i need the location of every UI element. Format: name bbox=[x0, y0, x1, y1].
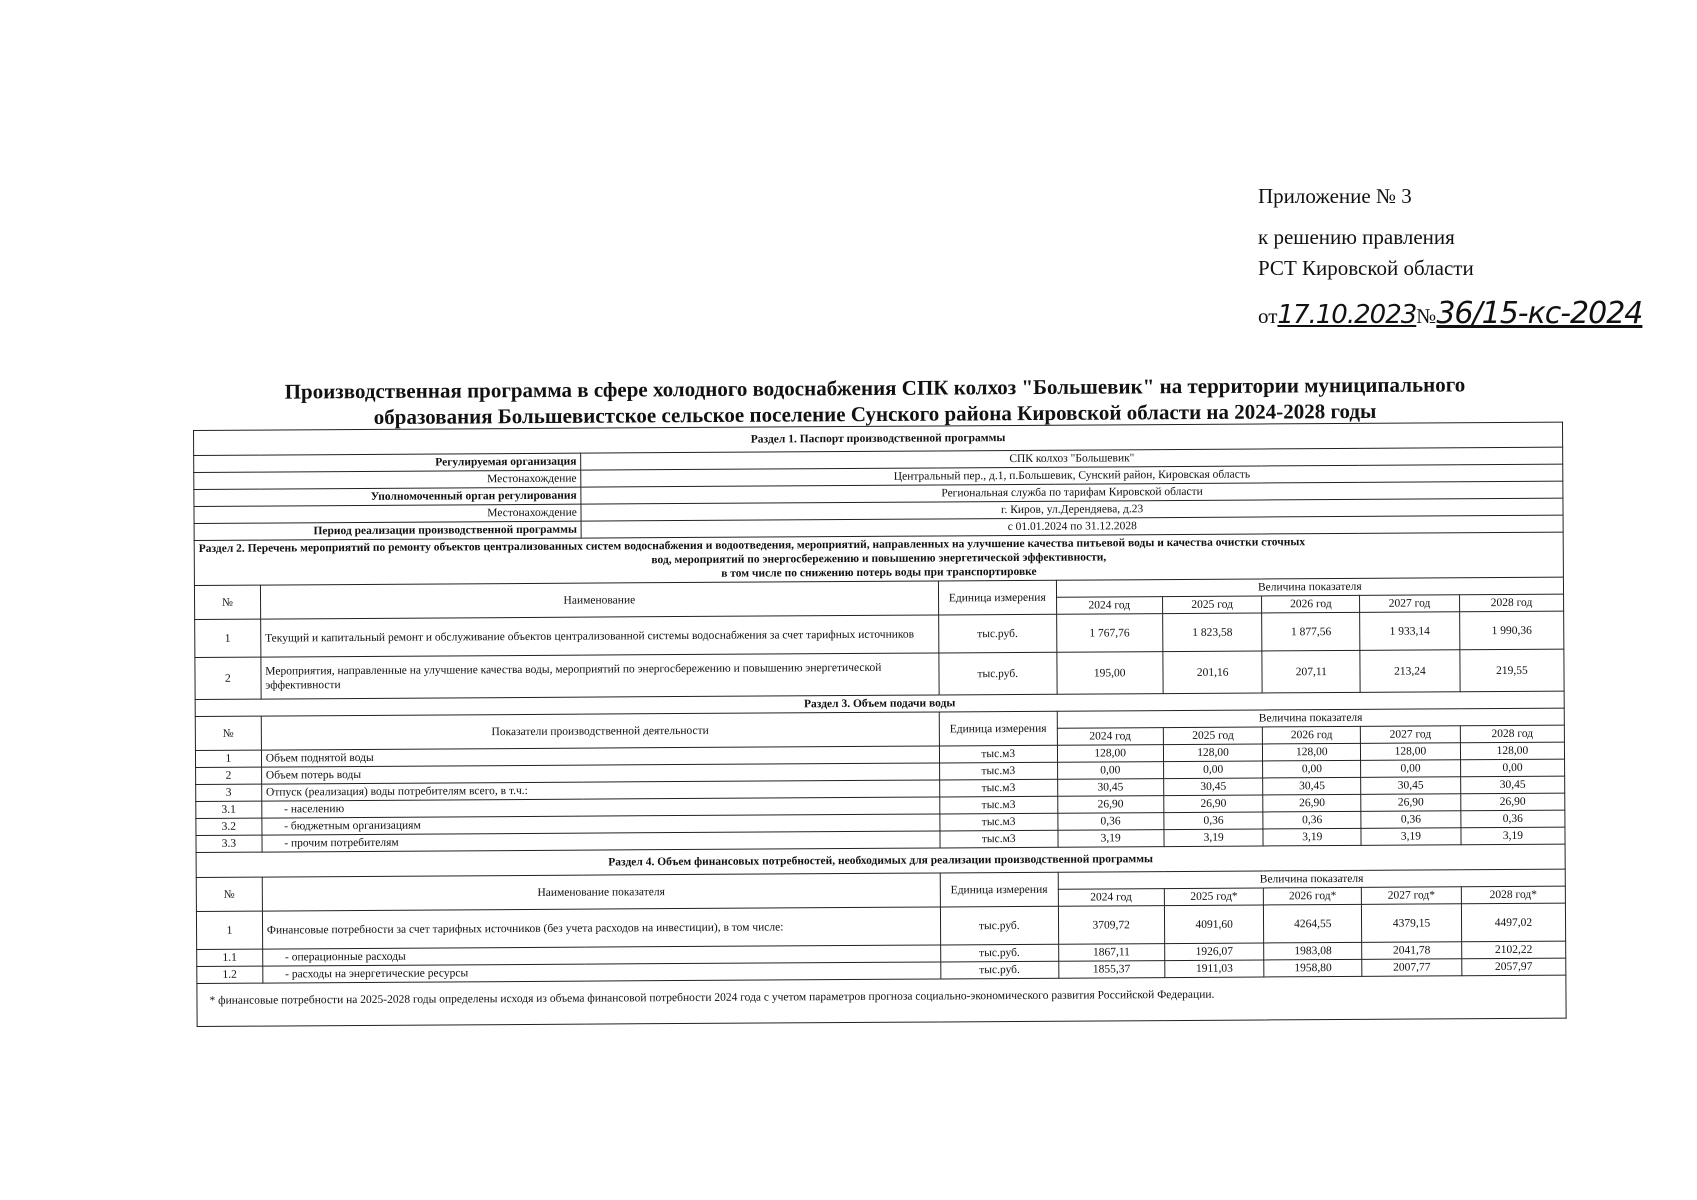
row-value: 1 823,58 bbox=[1162, 613, 1262, 652]
row-number: 2 bbox=[196, 767, 262, 784]
row-unit: тыс.руб. bbox=[939, 614, 1057, 653]
row-number: 1 bbox=[196, 911, 262, 949]
row-value: 195,00 bbox=[1057, 652, 1163, 695]
row-value: 1855,37 bbox=[1058, 961, 1164, 979]
column-value-header: Величина показателя bbox=[1057, 708, 1564, 728]
column-unit-header: Единица измерения bbox=[939, 711, 1057, 746]
row-value: 3,19 bbox=[1263, 828, 1361, 846]
row-value: 2041,78 bbox=[1362, 942, 1462, 960]
row-name: - прочим потребителям bbox=[262, 831, 940, 852]
row-value: 128,00 bbox=[1163, 744, 1263, 762]
row-value: 30,45 bbox=[1057, 779, 1163, 797]
row-value: 0,00 bbox=[1460, 759, 1564, 777]
appendix-authority: РСТ Кировской области bbox=[1258, 256, 1474, 280]
year-header: 2028 год bbox=[1460, 725, 1564, 743]
row-value: 26,90 bbox=[1263, 794, 1361, 812]
row-value: 2057,97 bbox=[1462, 958, 1566, 976]
row-unit: тыс.м3 bbox=[939, 762, 1057, 780]
year-header: 2025 год bbox=[1162, 596, 1262, 614]
row-number: 2 bbox=[195, 657, 261, 699]
row-value: 1983,08 bbox=[1264, 942, 1362, 960]
column-number-header: № bbox=[194, 585, 260, 619]
row-value: 30,45 bbox=[1460, 776, 1564, 794]
row-value: 26,90 bbox=[1057, 796, 1163, 814]
program-sheet bbox=[193, 422, 1567, 1027]
row-value: 26,90 bbox=[1164, 795, 1264, 813]
year-header: 2026 год bbox=[1263, 726, 1361, 744]
year-header: 2028 год bbox=[1459, 594, 1563, 612]
row-value: 0,00 bbox=[1057, 762, 1163, 780]
row-value: 4497,02 bbox=[1461, 903, 1565, 942]
row-value: 1926,07 bbox=[1164, 943, 1264, 961]
year-header: 2026 год* bbox=[1264, 887, 1362, 905]
decision-reference bbox=[1258, 296, 1643, 331]
row-value: 0,36 bbox=[1263, 811, 1361, 829]
row-number: 1.1 bbox=[197, 949, 263, 966]
row-number: 3.3 bbox=[196, 835, 262, 852]
row-value: 213,24 bbox=[1360, 650, 1460, 693]
program-table bbox=[193, 422, 1567, 1027]
row-value: 201,16 bbox=[1163, 651, 1263, 694]
row-number: 1 bbox=[195, 750, 261, 767]
row-name: - бюджетным организациям bbox=[262, 814, 940, 835]
row-value: 1 767,76 bbox=[1056, 614, 1162, 653]
row-value: 128,00 bbox=[1460, 742, 1564, 760]
column-name-header: Показатели производственной деятельности bbox=[261, 712, 939, 750]
row-value: 3,19 bbox=[1361, 828, 1461, 846]
appendix-decision: к решению правления bbox=[1258, 225, 1455, 249]
row-unit: тыс.м3 bbox=[940, 796, 1058, 814]
title-line-1: Производственная программа в сфере холодного водоснабжения СПК колхоз "Большевик" на территории муниципального bbox=[284, 372, 1466, 404]
row-value: 1911,03 bbox=[1165, 960, 1265, 978]
row-value: 2102,22 bbox=[1461, 941, 1565, 959]
row-number: 3.2 bbox=[196, 818, 262, 835]
row-name: Объем поднятой воды bbox=[261, 746, 939, 767]
row-value: 3,19 bbox=[1164, 829, 1264, 847]
footnote-row bbox=[197, 975, 1566, 1026]
column-unit-header: Единица измерения bbox=[940, 872, 1058, 907]
row-value: 128,00 bbox=[1057, 745, 1163, 763]
row-name: Финансовые потребности за счет тарифных источников (без учета расходов на инвестиции), в том числе: bbox=[262, 907, 940, 949]
column-name-header: Наименование bbox=[260, 581, 938, 619]
decision-number-label: № bbox=[1416, 304, 1437, 328]
passport-value: Центральный пер., д.1, п.Большевик, Сунский район, Кировская область bbox=[581, 464, 1563, 487]
row-value: 30,45 bbox=[1163, 778, 1263, 796]
row-value: 0,36 bbox=[1057, 813, 1163, 831]
year-header: 2024 год bbox=[1057, 728, 1163, 746]
row-value: 1 877,56 bbox=[1262, 612, 1360, 651]
column-number-header: № bbox=[195, 716, 261, 750]
row-number: 1.2 bbox=[197, 966, 263, 983]
column-unit-header: Единица измерения bbox=[938, 580, 1056, 615]
row-value: 128,00 bbox=[1263, 743, 1361, 761]
row-unit: тыс.м3 bbox=[940, 813, 1058, 831]
row-name: Отпуск (реализация) воды потребителям всего, в т.ч.: bbox=[261, 780, 939, 801]
row-value: 3,19 bbox=[1461, 827, 1565, 845]
column-value-header: Величина показателя bbox=[1058, 869, 1565, 889]
section2-header-line-3: в том числе по снижению потерь воды при транспортировке bbox=[721, 565, 1037, 580]
row-unit: тыс.руб. bbox=[941, 944, 1059, 962]
section2-header-line-1: Раздел 2. Перечень мероприятий по ремонту объектов централизованных систем водоснабжения и водоотведения, мероприятий, направленных на улучшение качества питьевой воды и качества очистки сточных bbox=[198, 536, 1306, 555]
year-header: 2027 год bbox=[1360, 595, 1460, 613]
row-value: 30,45 bbox=[1361, 777, 1461, 795]
decision-number-handwritten: 36/15-кс-2024 bbox=[1436, 296, 1643, 331]
row-value: 219,55 bbox=[1460, 649, 1564, 692]
passport-label: Местонахождение bbox=[194, 470, 581, 489]
decision-date-handwritten: 17.10.2023 bbox=[1277, 300, 1417, 330]
row-unit: тыс.м3 bbox=[940, 779, 1058, 797]
row-value: 0,36 bbox=[1361, 811, 1461, 829]
year-header: 2024 год bbox=[1056, 597, 1162, 615]
row-value: 0,36 bbox=[1164, 812, 1264, 830]
section1-header: Раздел 1. Паспорт производственной программы bbox=[194, 422, 1563, 455]
year-header: 2026 год bbox=[1262, 595, 1360, 613]
row-value: 30,45 bbox=[1263, 777, 1361, 795]
year-header: 2028 год* bbox=[1461, 886, 1565, 904]
decision-date-prefix: от bbox=[1258, 304, 1278, 328]
row-value: 3,19 bbox=[1058, 830, 1164, 848]
row-value: 4264,55 bbox=[1264, 904, 1362, 943]
appendix-number: Приложение № 3 bbox=[1258, 184, 1412, 208]
section4-header: Раздел 4. Объем финансовых потребностей, необходимых для реализации производственной программы bbox=[196, 844, 1565, 877]
column-name-header: Наименование показателя bbox=[262, 873, 940, 911]
row-number: 3.1 bbox=[196, 801, 262, 818]
passport-label: Период реализации производственной программы bbox=[194, 521, 581, 540]
section2-header-line-2: вод, мероприятий по энергосбережению и повышению энергетической эффективности, bbox=[651, 551, 1107, 567]
year-header: 2027 год bbox=[1360, 726, 1460, 744]
appendix-block bbox=[1258, 186, 1642, 329]
row-value: 2007,77 bbox=[1362, 959, 1462, 977]
row-value: 3709,72 bbox=[1058, 906, 1164, 945]
row-value: 1958,80 bbox=[1264, 959, 1362, 977]
row-name: Объем потерь воды bbox=[261, 763, 939, 784]
passport-label: Регулируемая организация bbox=[194, 453, 581, 472]
row-value: 0,00 bbox=[1263, 760, 1361, 778]
row-name: - населению bbox=[262, 797, 940, 818]
passport-value: Региональная служба по тарифам Кировской области bbox=[581, 481, 1563, 504]
row-value: 4091,60 bbox=[1164, 905, 1264, 944]
row-value: 26,90 bbox=[1461, 793, 1565, 811]
year-header: 2024 год bbox=[1058, 889, 1164, 907]
passport-value: г. Киров, ул.Дерендяева, д.23 bbox=[581, 498, 1563, 521]
row-value: 1 990,36 bbox=[1459, 611, 1563, 650]
row-value: 0,00 bbox=[1163, 761, 1263, 779]
row-value: 1867,11 bbox=[1058, 944, 1164, 962]
year-header: 2025 год bbox=[1163, 727, 1263, 745]
row-value: 207,11 bbox=[1262, 650, 1360, 693]
row-unit: тыс.м3 bbox=[939, 745, 1057, 763]
row-unit: тыс.руб. bbox=[940, 906, 1058, 945]
row-unit: тыс.руб. bbox=[941, 961, 1059, 979]
row-number: 1 bbox=[195, 619, 261, 657]
year-header: 2025 год* bbox=[1164, 888, 1264, 906]
row-value: 4379,15 bbox=[1362, 904, 1462, 943]
passport-value: с 01.01.2024 по 31.12.2028 bbox=[581, 515, 1563, 538]
row-name: Мероприятия, направленные на улучшение качества воды, мероприятий по энергосбережению и повышению энергетической эффективности bbox=[261, 653, 939, 699]
passport-value: СПК колхоз "Большевик" bbox=[581, 447, 1563, 470]
column-value-header: Величина показателя bbox=[1056, 577, 1563, 597]
row-unit: тыс.руб. bbox=[939, 652, 1057, 695]
row-value: 0,36 bbox=[1461, 810, 1565, 828]
footnote: * финансовые потребности на 2025-2028 годы определены исходя из объема финансовой потребности 2024 года с учетом параметров прогноза социально-экономического развития Российской Федерации. bbox=[197, 975, 1566, 1026]
row-number: 3 bbox=[196, 784, 262, 801]
row-name: Текущий и капитальный ремонт и обслуживание объектов централизованной системы водоснабжения за счет тарифных источников bbox=[260, 615, 938, 657]
passport-label: Уполномоченный орган регулирования bbox=[194, 487, 581, 506]
title-line-2: образования Большевистское сельское поселение Сунского района Кировской области на 2024-2028 годы bbox=[373, 398, 1377, 430]
row-unit: тыс.м3 bbox=[940, 830, 1058, 848]
year-header: 2027 год* bbox=[1361, 887, 1461, 905]
row-value: 0,00 bbox=[1361, 760, 1461, 778]
row-name: - расходы на энергетические ресурсы bbox=[263, 962, 941, 983]
section3-header: Раздел 3. Объем подачи воды bbox=[195, 691, 1564, 716]
row-value: 26,90 bbox=[1361, 794, 1461, 812]
row-name: - операционные расходы bbox=[262, 945, 940, 966]
column-number-header: № bbox=[196, 877, 262, 911]
row-value: 128,00 bbox=[1361, 743, 1461, 761]
row-value: 1 933,14 bbox=[1360, 612, 1460, 651]
passport-label: Местонахождение bbox=[194, 504, 581, 523]
